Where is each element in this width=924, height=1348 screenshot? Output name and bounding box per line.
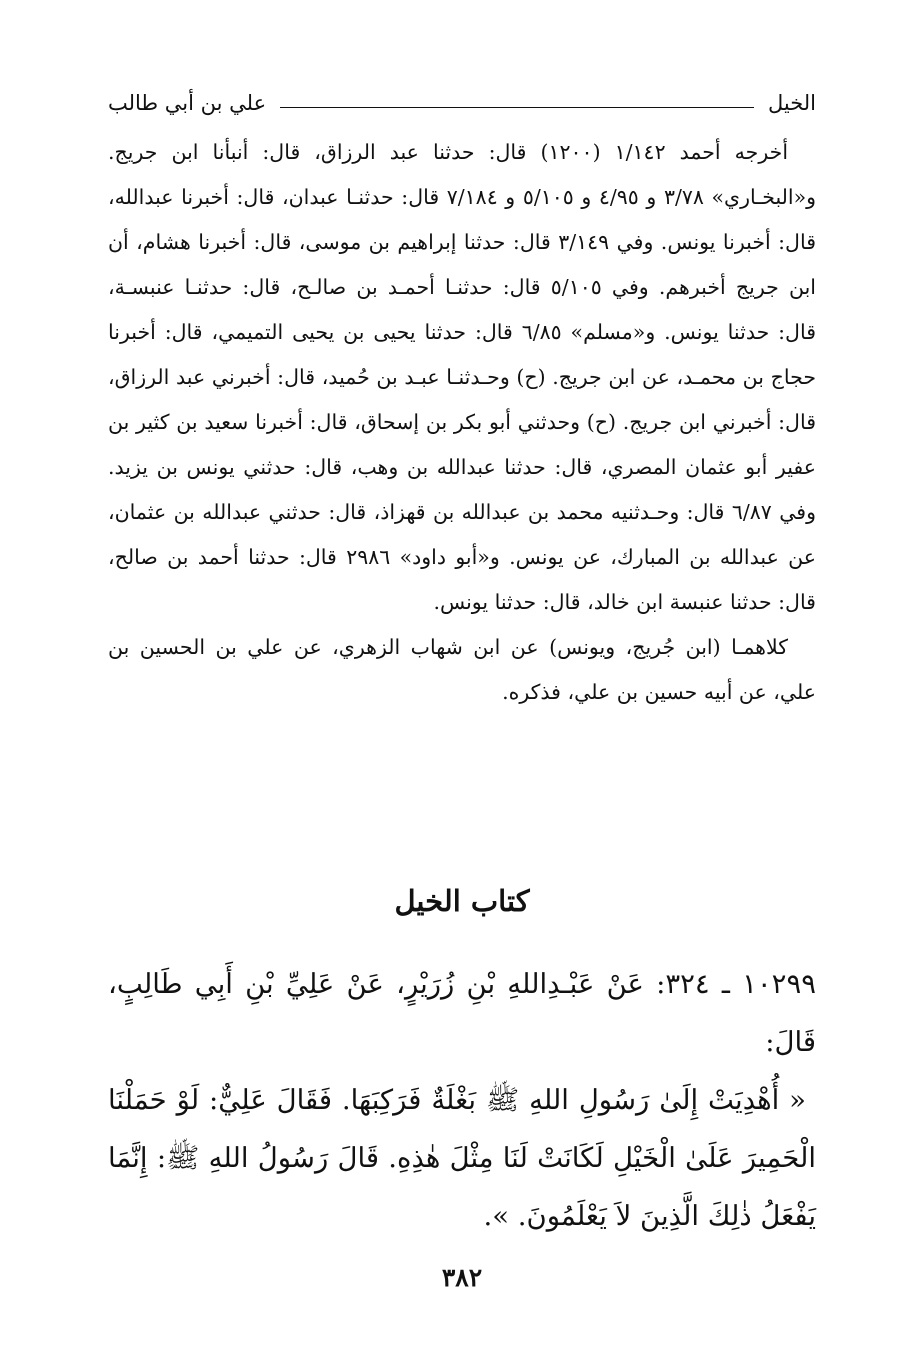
footnote-paragraph: كلاهمـا (ابن جُريج، ويونس) عن ابن شهاب الزهري، عن علي بن الحسين بن علي، عن أبيه حسين بن علي، فذكره. bbox=[108, 635, 816, 704]
footnote-paragraph: أخرجه أحمد ١/١٤٢ (١٢٠٠) قال: حدثنا عبد الرزاق، قال: أنبأنا ابن جريج. و«البخـاري» ٣/٧٨ و ٤/٩٥ و ٥/١٠٥ و ٧/١٨٤ قال: حدثنـا عبدان، قال: أخبرنا عبدالله، قال: أخبرنا يونس. وفي ٣/١٤٩ قال: حدثنا إبراهيم بن موسى، قال: أخبرنا هشام، أن ابن جريج أخبرهم. وفي ٥/١٠٥ قال: حدثنـا أحمـد بن صالـح، قال: حدثنـا عنبسـة، قال: حدثنا يونس. و«مسلم» ٦/٨٥ قال: حدثنا يحيى بن يحيى التميمي، قال: أخبرنا حجاج بن محمـد، عن ابن جريج. (ح) وحـدثنـا عبـد بن حُميد، قال: أخبرني عبد الرزاق، قال: أخبرني ابن جريج. (ح) وحدثني أبو بكر بن إسحاق، قال: أخبرنا سعيد بن كثير بن عفير أبو عثمان المصري، قال: حدثنا عبدالله بن وهب، قال: حدثني يونس بن يزيد. وفي ٦/٨٧ قال: وحـدثنيه محمد بن عبدالله بن قهزاذ، قال: حدثني عبدالله بن عثمان، عن عبدالله بن المبارك، عن يونس. و«أبو داود» ٢٩٨٦ قال: حدثنا أحمد بن صالح، قال: حدثنا عنبسة ابن خالد، قال: حدثنا يونس. bbox=[108, 140, 817, 614]
header-rule bbox=[280, 107, 754, 108]
chapter-title: كتاب الخيل bbox=[394, 884, 530, 918]
header-section-title: الخيل bbox=[767, 91, 816, 115]
page-number: ٣٨٢ bbox=[441, 1263, 483, 1292]
footnote-block bbox=[108, 130, 816, 715]
hadith-matn: « أُهْدِيَتْ إِلَىٰ رَسُولِ اللهِ ﷺ بَغْلَةٌ فَرَكِبَهَا. فَقَالَ عَلِيٌّ: لَوْ حَمَلْنَا الْحَمِيرَ عَلَىٰ الْخَيْلِ لَكَانَتْ لَنَا مِثْلَ هٰذِهِ. قَالَ رَسُولُ اللهِ ﷺ: إِنَّمَا يَفْعَلُ ذٰلِكَ الَّذِينَ لاَ يَعْلَمُونَ. ». bbox=[108, 1084, 816, 1232]
hadith-isnad: ١٠٢٩٩ ـ ٣٢٤: عَنْ عَبْـدِاللهِ بْنِ زُرَيْرٍ، عَنْ عَلِيِّ بْنِ أَبِي طَالِبٍ، قَالَ: bbox=[108, 968, 816, 1058]
hadith-block bbox=[108, 955, 816, 1245]
running-header bbox=[108, 88, 816, 118]
header-narrator-title: علي بن أبي طالب bbox=[108, 91, 267, 115]
